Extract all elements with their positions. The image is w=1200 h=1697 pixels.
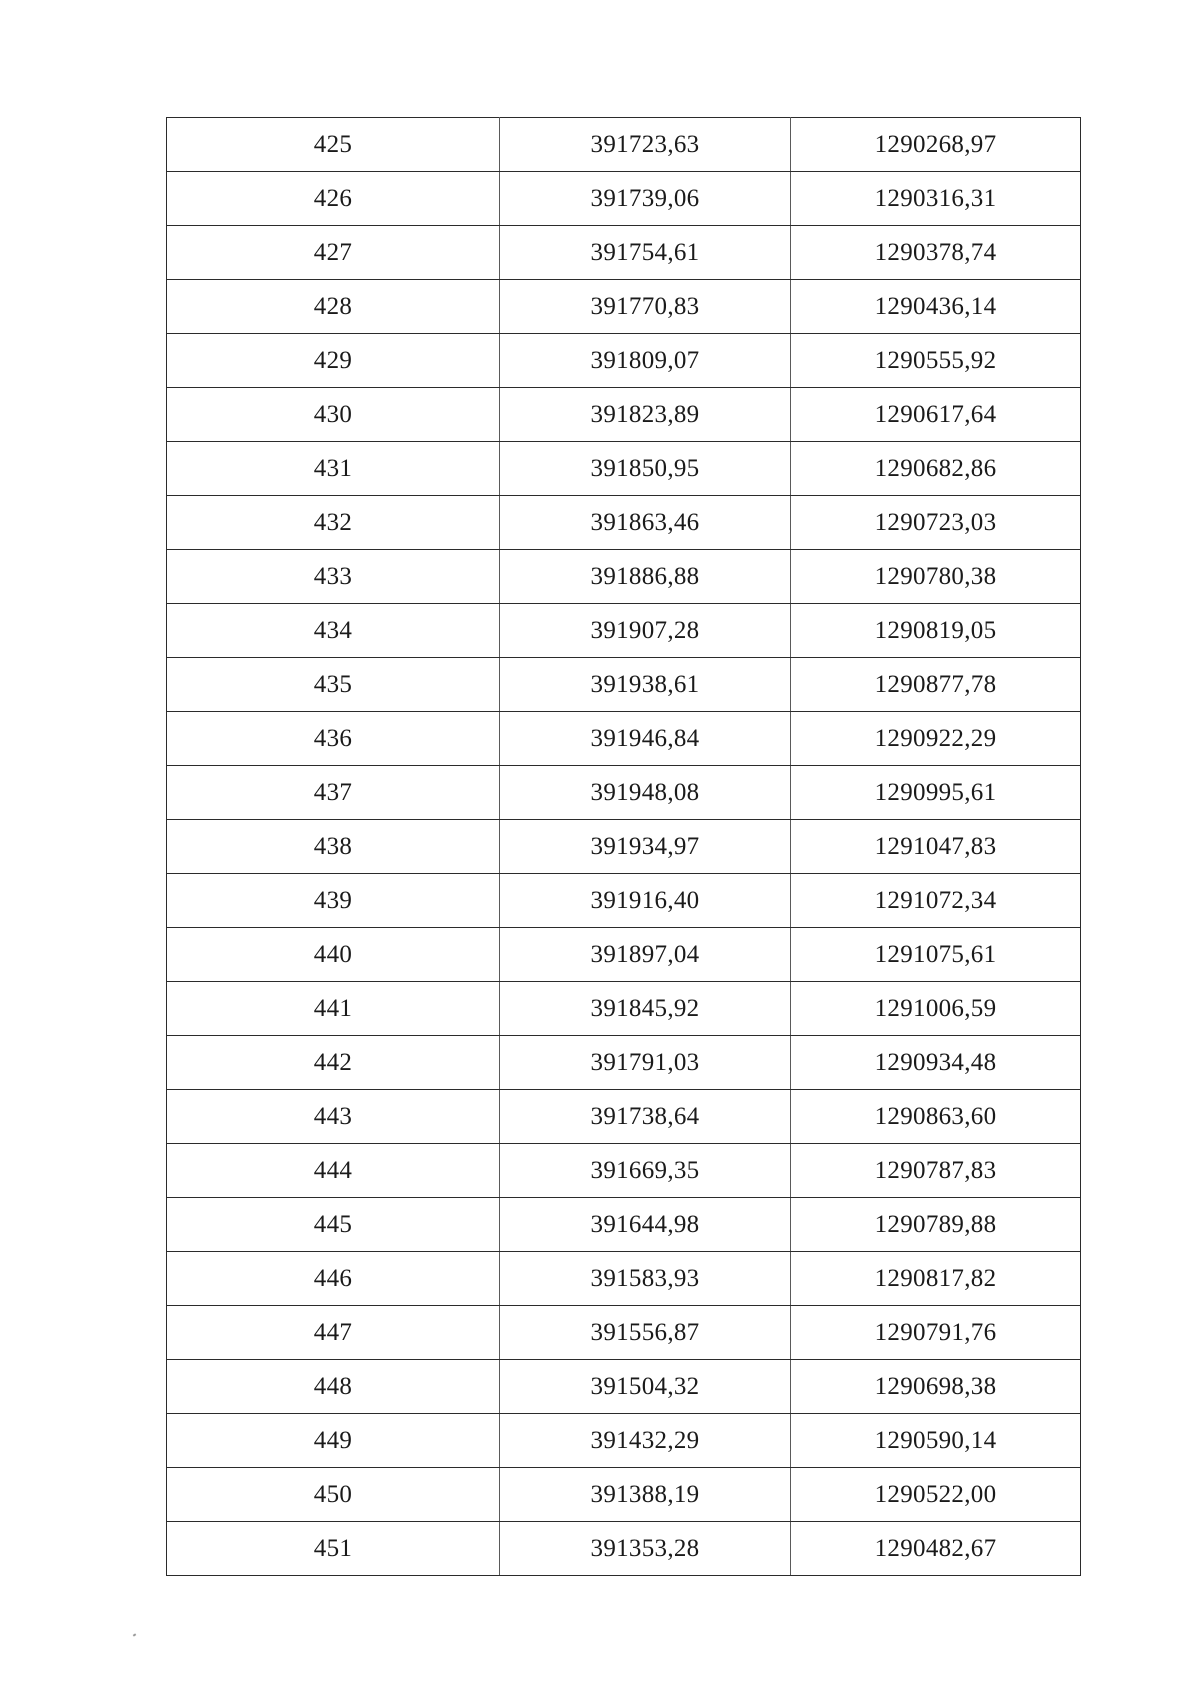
point-number-cell: 447 bbox=[167, 1306, 500, 1360]
y-coordinate-cell: 1291072,34 bbox=[791, 874, 1081, 928]
y-coordinate-cell: 1291047,83 bbox=[791, 820, 1081, 874]
table-row bbox=[167, 1252, 1081, 1306]
table-row bbox=[167, 820, 1081, 874]
y-coordinate-cell: 1290436,14 bbox=[791, 280, 1081, 334]
y-coordinate-cell: 1290789,88 bbox=[791, 1198, 1081, 1252]
x-coordinate-cell: 391556,87 bbox=[500, 1306, 791, 1360]
y-coordinate-cell: 1290863,60 bbox=[791, 1090, 1081, 1144]
table-row bbox=[167, 442, 1081, 496]
table-row bbox=[167, 1090, 1081, 1144]
y-coordinate-cell: 1290819,05 bbox=[791, 604, 1081, 658]
x-coordinate-cell: 391938,61 bbox=[500, 658, 791, 712]
x-coordinate-cell: 391897,04 bbox=[500, 928, 791, 982]
y-coordinate-cell: 1290268,97 bbox=[791, 118, 1081, 172]
table-row bbox=[167, 280, 1081, 334]
table-row bbox=[167, 172, 1081, 226]
point-number-cell: 441 bbox=[167, 982, 500, 1036]
x-coordinate-cell: 391388,19 bbox=[500, 1468, 791, 1522]
table-row bbox=[167, 388, 1081, 442]
scan-mark bbox=[133, 1633, 137, 1636]
point-number-cell: 449 bbox=[167, 1414, 500, 1468]
point-number-cell: 448 bbox=[167, 1360, 500, 1414]
x-coordinate-cell: 391946,84 bbox=[500, 712, 791, 766]
table-row bbox=[167, 604, 1081, 658]
table-row bbox=[167, 1144, 1081, 1198]
y-coordinate-cell: 1290555,92 bbox=[791, 334, 1081, 388]
table-row bbox=[167, 1360, 1081, 1414]
table-row bbox=[167, 1036, 1081, 1090]
x-coordinate-cell: 391916,40 bbox=[500, 874, 791, 928]
y-coordinate-cell: 1290590,14 bbox=[791, 1414, 1081, 1468]
point-number-cell: 428 bbox=[167, 280, 500, 334]
point-number-cell: 432 bbox=[167, 496, 500, 550]
y-coordinate-cell: 1290522,00 bbox=[791, 1468, 1081, 1522]
x-coordinate-cell: 391669,35 bbox=[500, 1144, 791, 1198]
table-row bbox=[167, 496, 1081, 550]
x-coordinate-cell: 391738,64 bbox=[500, 1090, 791, 1144]
y-coordinate-cell: 1290316,31 bbox=[791, 172, 1081, 226]
coordinates-table bbox=[166, 117, 1081, 1576]
point-number-cell: 427 bbox=[167, 226, 500, 280]
point-number-cell: 442 bbox=[167, 1036, 500, 1090]
x-coordinate-cell: 391791,03 bbox=[500, 1036, 791, 1090]
table-row bbox=[167, 982, 1081, 1036]
table-row bbox=[167, 334, 1081, 388]
x-coordinate-cell: 391504,32 bbox=[500, 1360, 791, 1414]
point-number-cell: 429 bbox=[167, 334, 500, 388]
table-row bbox=[167, 118, 1081, 172]
table-row bbox=[167, 1468, 1081, 1522]
y-coordinate-cell: 1290791,76 bbox=[791, 1306, 1081, 1360]
table-row bbox=[167, 874, 1081, 928]
x-coordinate-cell: 391809,07 bbox=[500, 334, 791, 388]
x-coordinate-cell: 391432,29 bbox=[500, 1414, 791, 1468]
point-number-cell: 430 bbox=[167, 388, 500, 442]
x-coordinate-cell: 391583,93 bbox=[500, 1252, 791, 1306]
x-coordinate-cell: 391723,63 bbox=[500, 118, 791, 172]
table-row bbox=[167, 226, 1081, 280]
point-number-cell: 446 bbox=[167, 1252, 500, 1306]
y-coordinate-cell: 1290877,78 bbox=[791, 658, 1081, 712]
y-coordinate-cell: 1290934,48 bbox=[791, 1036, 1081, 1090]
point-number-cell: 435 bbox=[167, 658, 500, 712]
table-row bbox=[167, 928, 1081, 982]
point-number-cell: 425 bbox=[167, 118, 500, 172]
x-coordinate-cell: 391823,89 bbox=[500, 388, 791, 442]
point-number-cell: 440 bbox=[167, 928, 500, 982]
x-coordinate-cell: 391907,28 bbox=[500, 604, 791, 658]
x-coordinate-cell: 391850,95 bbox=[500, 442, 791, 496]
table-row bbox=[167, 712, 1081, 766]
table-row bbox=[167, 550, 1081, 604]
y-coordinate-cell: 1290780,38 bbox=[791, 550, 1081, 604]
point-number-cell: 426 bbox=[167, 172, 500, 226]
point-number-cell: 451 bbox=[167, 1522, 500, 1576]
x-coordinate-cell: 391845,92 bbox=[500, 982, 791, 1036]
table-row bbox=[167, 766, 1081, 820]
y-coordinate-cell: 1291075,61 bbox=[791, 928, 1081, 982]
point-number-cell: 436 bbox=[167, 712, 500, 766]
x-coordinate-cell: 391644,98 bbox=[500, 1198, 791, 1252]
x-coordinate-cell: 391770,83 bbox=[500, 280, 791, 334]
table-row bbox=[167, 1522, 1081, 1576]
point-number-cell: 431 bbox=[167, 442, 500, 496]
point-number-cell: 445 bbox=[167, 1198, 500, 1252]
y-coordinate-cell: 1290817,82 bbox=[791, 1252, 1081, 1306]
y-coordinate-cell: 1290922,29 bbox=[791, 712, 1081, 766]
x-coordinate-cell: 391934,97 bbox=[500, 820, 791, 874]
table-row bbox=[167, 1414, 1081, 1468]
coordinates-table-body bbox=[167, 118, 1081, 1576]
table-row bbox=[167, 658, 1081, 712]
table-row bbox=[167, 1198, 1081, 1252]
point-number-cell: 434 bbox=[167, 604, 500, 658]
table-row bbox=[167, 1306, 1081, 1360]
point-number-cell: 444 bbox=[167, 1144, 500, 1198]
point-number-cell: 443 bbox=[167, 1090, 500, 1144]
x-coordinate-cell: 391863,46 bbox=[500, 496, 791, 550]
point-number-cell: 437 bbox=[167, 766, 500, 820]
point-number-cell: 450 bbox=[167, 1468, 500, 1522]
y-coordinate-cell: 1290378,74 bbox=[791, 226, 1081, 280]
x-coordinate-cell: 391886,88 bbox=[500, 550, 791, 604]
point-number-cell: 439 bbox=[167, 874, 500, 928]
x-coordinate-cell: 391948,08 bbox=[500, 766, 791, 820]
x-coordinate-cell: 391739,06 bbox=[500, 172, 791, 226]
y-coordinate-cell: 1290617,64 bbox=[791, 388, 1081, 442]
y-coordinate-cell: 1290995,61 bbox=[791, 766, 1081, 820]
y-coordinate-cell: 1290682,86 bbox=[791, 442, 1081, 496]
x-coordinate-cell: 391353,28 bbox=[500, 1522, 791, 1576]
y-coordinate-cell: 1290787,83 bbox=[791, 1144, 1081, 1198]
x-coordinate-cell: 391754,61 bbox=[500, 226, 791, 280]
point-number-cell: 433 bbox=[167, 550, 500, 604]
y-coordinate-cell: 1290698,38 bbox=[791, 1360, 1081, 1414]
y-coordinate-cell: 1290482,67 bbox=[791, 1522, 1081, 1576]
y-coordinate-cell: 1291006,59 bbox=[791, 982, 1081, 1036]
point-number-cell: 438 bbox=[167, 820, 500, 874]
y-coordinate-cell: 1290723,03 bbox=[791, 496, 1081, 550]
